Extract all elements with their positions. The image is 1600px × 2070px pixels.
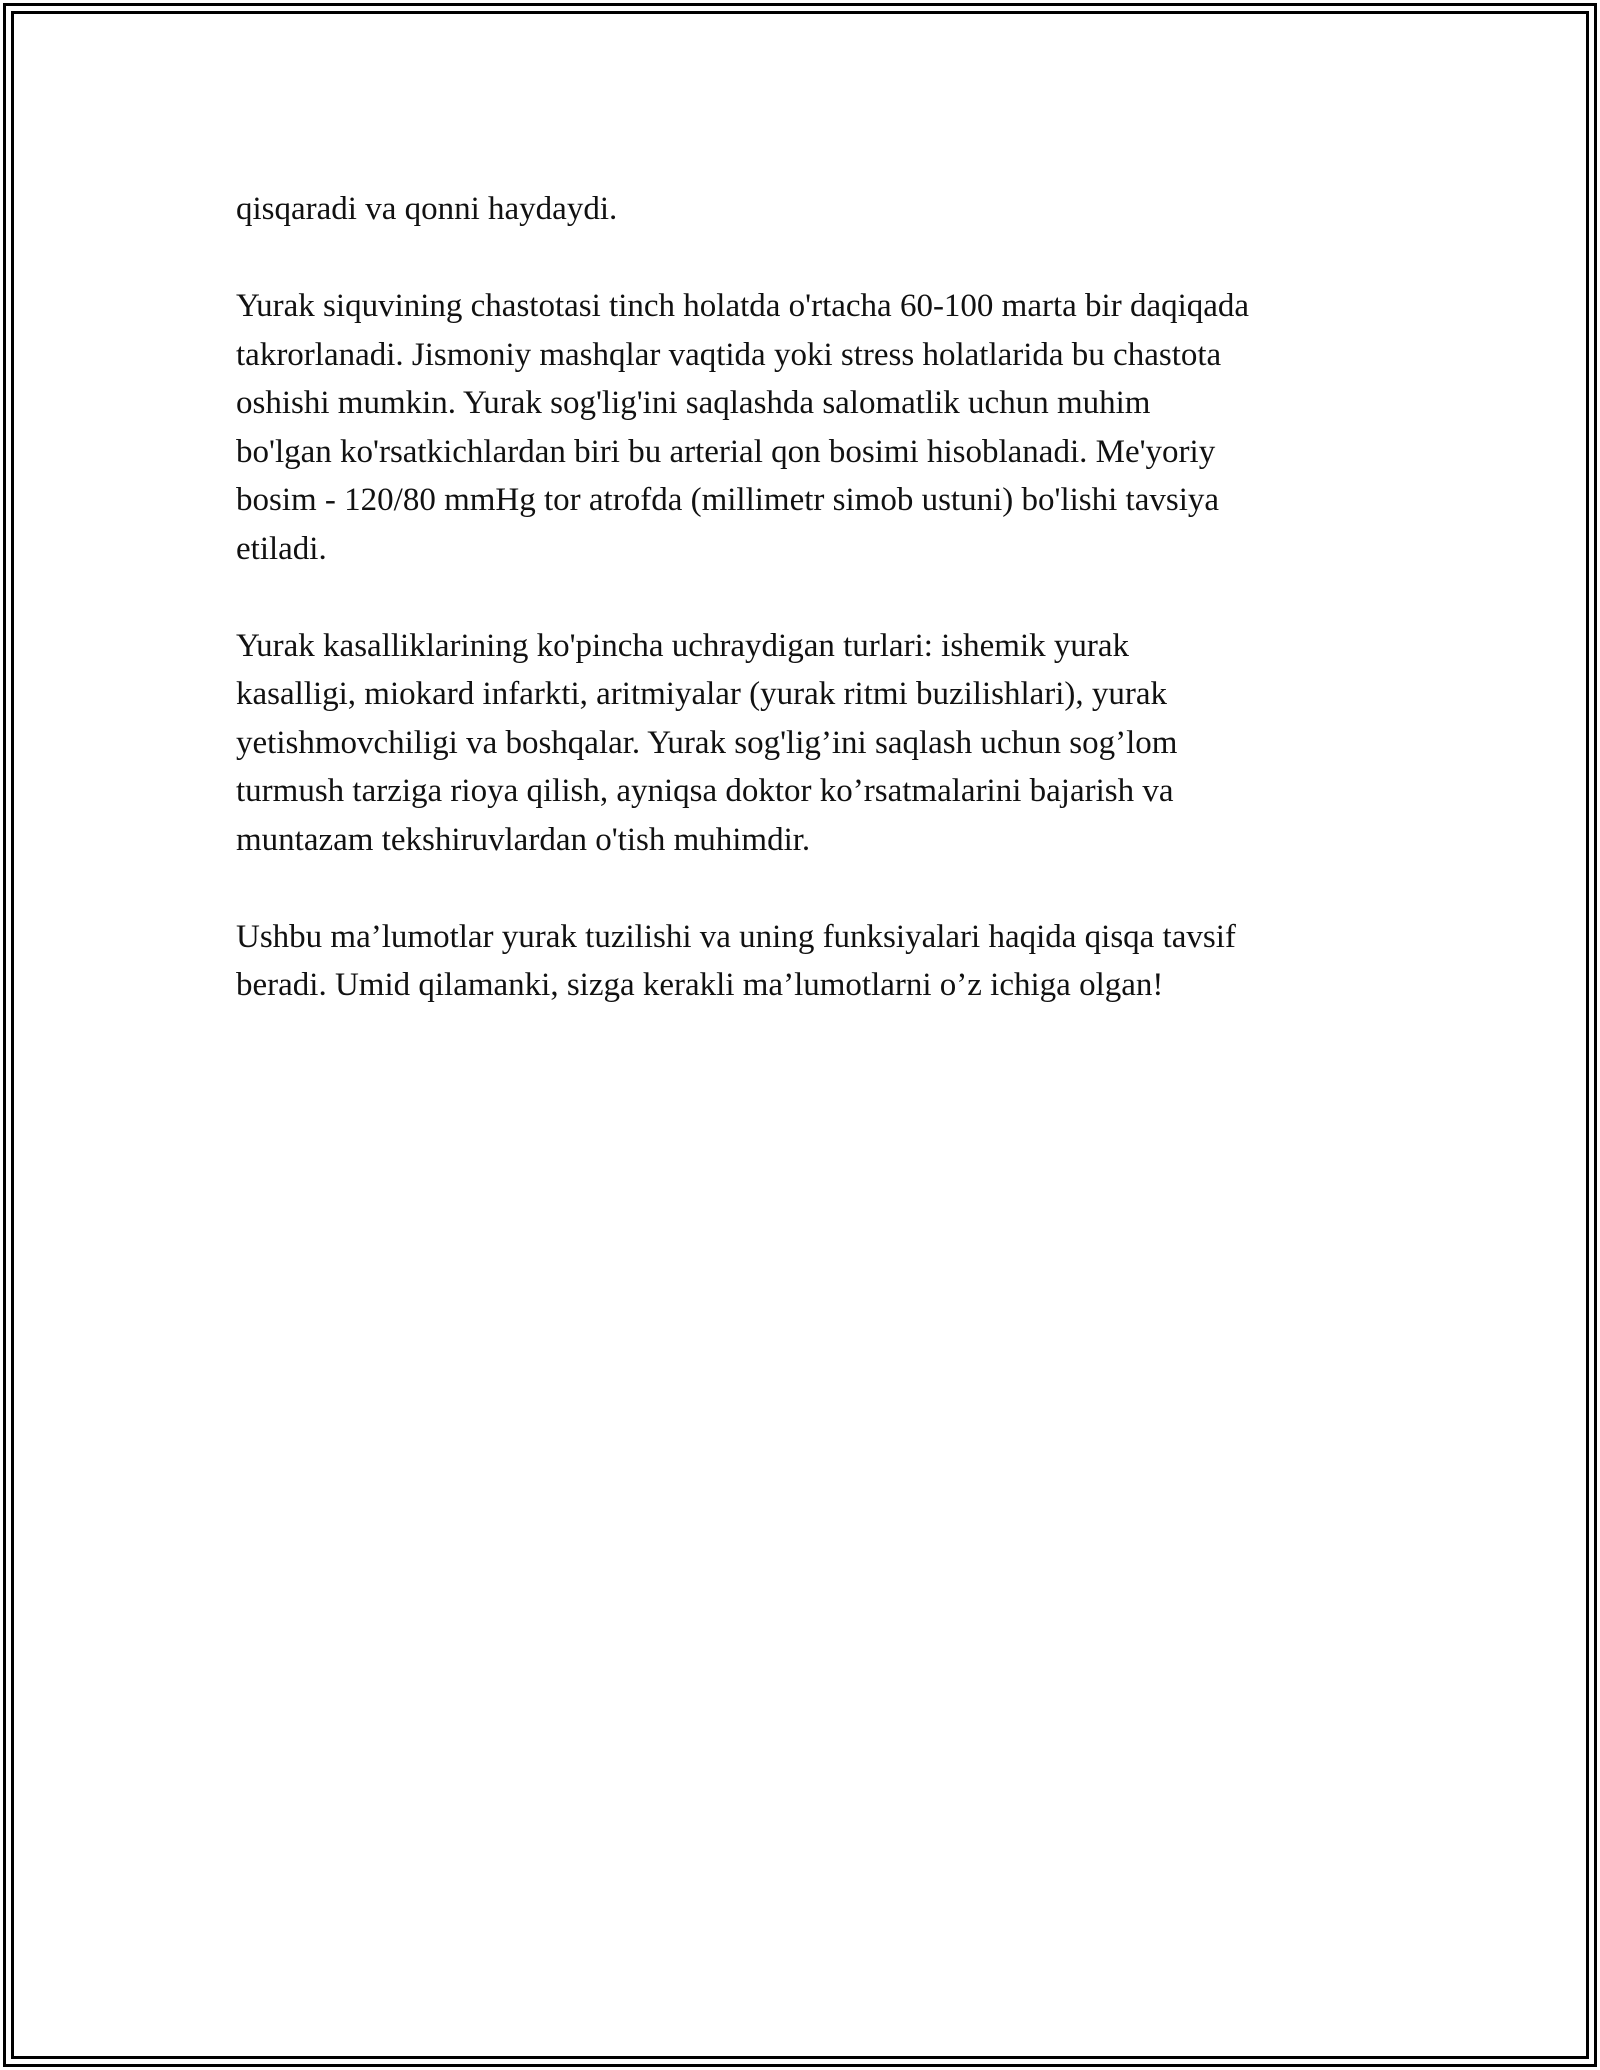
paragraph-summary: Ushbu ma’lumotlar yurak tuzilishi va uning funksiyalari haqida qisqa tavsif beradi. Umid qilamanki, sizga kerakli ma’lumotlarni o’z ichiga olgan! — [236, 918, 1236, 1003]
paragraph-continuation: qisqaradi va qonni haydaydi. — [236, 191, 618, 227]
document-body — [236, 185, 1416, 1058]
paragraph-heart-diseases: Yurak kasalliklarining ko'pincha uchraydigan turlari: ishemik yurak kasalligi, miokard infarkti, aritmiyalar (yurak ritmi buzilishlari), yurak yetishmovchiligi va boshqalar. Yurak sog'lig’ini saqlash uchun sog’lom turmush tarziga rioya qilish, ayniqsa doktor ko’rsatmalarini bajarish va muntazam tekshiruvlardan o'tish muhimdir. — [236, 627, 1178, 858]
paragraph-heart-rate: Yurak siquvining chastotasi tinch holatda o'rtacha 60-100 marta bir daqiqada takrorlanadi. Jismoniy mashqlar vaqtida yoki stress holatlarida bu chastota oshishi mumkin. Yurak sog'lig'ini saqlashda salomatlik uchun muhim bo'lgan ko'rsatkichlardan biri bu arterial qon bosimi hisoblanadi. Me'yoriy bosim - 120/80 mmHg tor atrofda (millimetr simob ustuni) bo'lishi tavsiya etiladi. — [236, 288, 1250, 567]
